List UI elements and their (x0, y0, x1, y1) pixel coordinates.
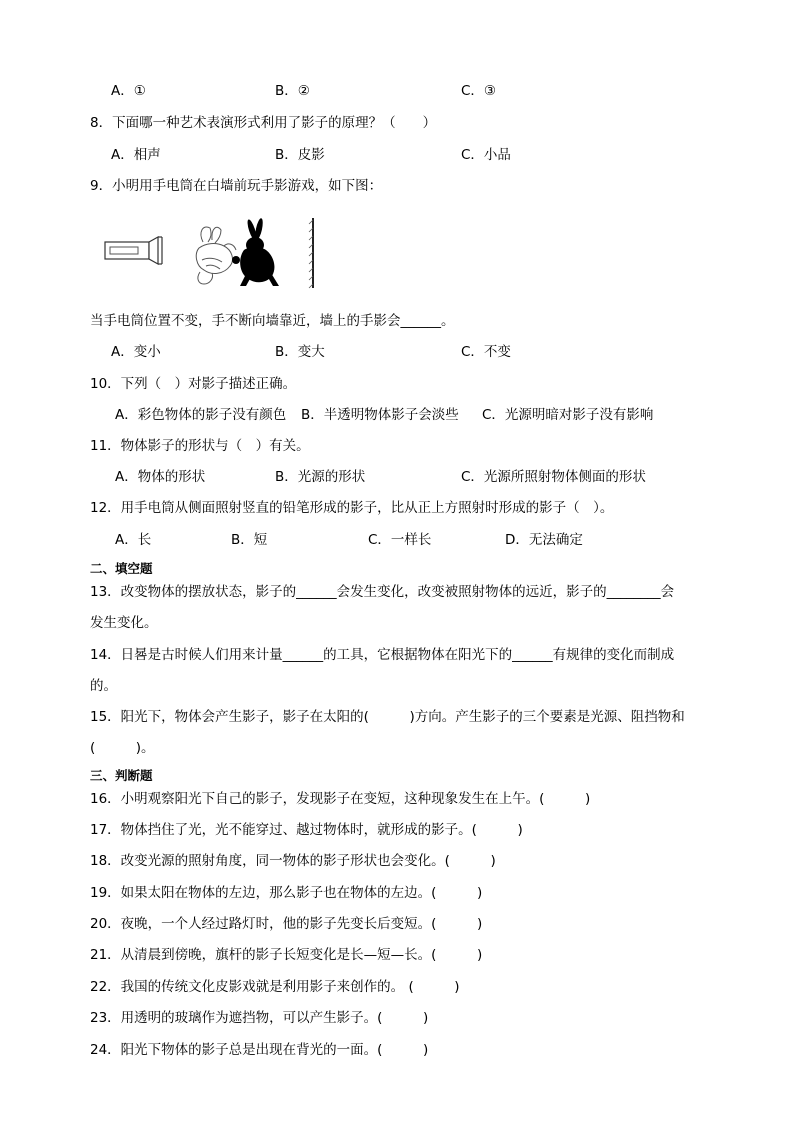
q11-option-c[interactable]: C．光源所照射物体侧面的形状 (461, 469, 646, 485)
q12-option-b[interactable]: B．短 (231, 532, 268, 548)
q11-stem: 11．物体影子的形状与（ ）有关。 (90, 438, 310, 454)
judgement-item-22: 22．我国的传统文化皮影戏就是利用影子来创作的。 ( ) (90, 979, 460, 995)
q12-stem: 12．用手电筒从侧面照射竖直的铅笔形成的影子，比从正上方照射时形成的影子（ ）。 (90, 500, 614, 516)
section-fill-in-heading: 二、填空题 (90, 561, 153, 576)
q9-option-a[interactable]: A．变小 (111, 344, 161, 360)
q14-line1: 14．日晷是古时候人们用来计量______的工具，它根据物体在阳光下的______有规律的变化而制成 (90, 647, 675, 663)
rabbit-shadow-icon (232, 218, 279, 286)
q9-option-c[interactable]: C．不变 (461, 344, 511, 360)
q8-stem: 8．下面哪一种艺术表演形式利用了影子的原理？（ ） (90, 115, 437, 131)
section-judgement-heading: 三、判断题 (90, 768, 153, 783)
q9-option-b[interactable]: B．变大 (275, 344, 325, 360)
q10-stem: 10．下列（ ）对影子描述正确。 (90, 376, 297, 392)
hands-icon (196, 227, 236, 284)
judgement-item-19: 19．如果太阳在物体的左边，那么影子也在物体的左边。( ) (90, 885, 483, 901)
q10-option-a[interactable]: A．彩色物体的影子没有颜色 (115, 407, 287, 423)
q11-option-a[interactable]: A．物体的形状 (115, 469, 206, 485)
q15-line2: ( )。 (90, 740, 155, 756)
flashlight-icon (105, 237, 162, 264)
q10-option-b[interactable]: B．半透明物体影子会淡些 (301, 407, 459, 423)
judgement-item-20: 20．夜晚，一个人经过路灯时，他的影子先变长后变短。( ) (90, 916, 483, 932)
q13-line2: 发生变化。 (90, 615, 158, 631)
q8-option-a[interactable]: A．相声 (111, 147, 161, 163)
wall-icon (309, 218, 313, 288)
judgement-item-21: 21．从清晨到傍晚，旗杆的影子长短变化是长—短—长。( ) (90, 947, 483, 963)
q7-option-b[interactable]: B．② (275, 83, 310, 99)
q8-option-b[interactable]: B．皮影 (275, 147, 325, 163)
q8-option-c[interactable]: C．小品 (461, 147, 511, 163)
judgement-item-16: 16．小明观察阳光下自己的影子，发现影子在变短，这种现象发生在上午。( ) (90, 791, 591, 807)
q12-option-c[interactable]: C．一样长 (368, 532, 432, 548)
q7-option-a[interactable]: A．① (111, 83, 146, 99)
judgement-item-18: 18．改变光源的照射角度，同一物体的影子形状也会变化。( ) (90, 853, 496, 869)
q9-stem: 9．小明用手电筒在白墙前玩手影游戏，如下图： (90, 178, 383, 194)
q15-line1: 15．阳光下，物体会产生影子，影子在太阳的( )方向。产生影子的三个要素是光源、阻挡物和 (90, 709, 685, 725)
judgement-item-23: 23．用透明的玻璃作为遮挡物，可以产生影子。( ) (90, 1010, 429, 1026)
q14-line2: 的。 (90, 678, 117, 694)
judgement-item-17: 17．物体挡住了光，光不能穿过、越过物体时，就形成的影子。( ) (90, 822, 523, 838)
hand-shadow-figure (100, 216, 320, 290)
judgement-item-24: 24．阳光下物体的影子总是出现在背光的一面。( ) (90, 1042, 429, 1058)
q12-option-a[interactable]: A．长 (115, 532, 152, 548)
q12-option-d[interactable]: D．无法确定 (505, 532, 583, 548)
q10-option-c[interactable]: C．光源明暗对影子没有影响 (482, 407, 654, 423)
q13-line1: 13．改变物体的摆放状态，影子的______会发生变化，改变被照射物体的远近，影子的________会 (90, 584, 675, 600)
q11-option-b[interactable]: B．光源的形状 (275, 469, 366, 485)
q7-option-c[interactable]: C．③ (461, 83, 497, 99)
q9-question-line: 当手电筒位置不变，手不断向墙靠近，墙上的手影会______。 (90, 313, 455, 329)
